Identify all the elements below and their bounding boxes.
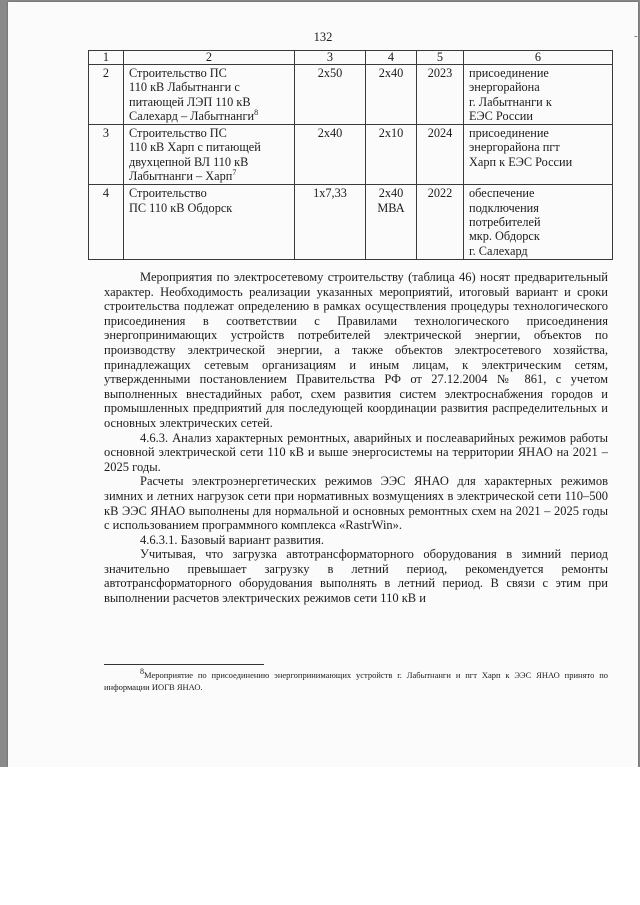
cell-line: Харп к ЕЭС России (469, 154, 573, 169)
table-row (89, 185, 613, 259)
cell-line: присоединение (469, 66, 549, 80)
edge-mark: - (634, 30, 638, 42)
purpose-cell (464, 65, 613, 125)
year-cell: 2024 (417, 125, 464, 185)
table-row (89, 65, 613, 125)
document-page (8, 2, 638, 767)
year-cell: 2023 (417, 65, 464, 125)
footnote-mark: 8 (140, 667, 144, 677)
cell-line: МВА (377, 200, 405, 215)
body-text (104, 270, 608, 606)
cell-line: энергорайона (469, 80, 540, 95)
power-cell: 2х50 (295, 65, 366, 125)
cell-line: потребителей (469, 214, 541, 229)
purpose-cell (464, 125, 613, 185)
paragraph: Учитывая, что загрузка автотрансформаторного оборудования в зимний период значительно превышает загрузку в летний период, рекомендуется ремонты автотрансформаторного оборудования выполнять в летний период. В связи с этим при выполнении расчетов электрических режимов сети 110 кВ и (104, 547, 608, 606)
footnote-divider (104, 664, 264, 665)
footnote-text: Мероприятие по присоединению энергопринимающих устройств г. Лабытнанги и пгт Харп к ЭЭС ЯНАО принято по информации ИОГВ ЯНАО. (104, 670, 608, 692)
cell-line: 110 кВ Лабытнанги с (129, 80, 240, 95)
object-cell (124, 65, 295, 125)
cell-line: 2х40 (378, 186, 404, 201)
construction-table (88, 50, 613, 260)
cell-line: Строительство ПС (129, 126, 227, 141)
row-number-cell: 4 (89, 185, 124, 259)
capacity-cell (366, 125, 417, 185)
paragraph: 4.6.3.1. Базовый вариант развития. (140, 532, 324, 547)
cell-line: питающей ЛЭП 110 кВ (129, 94, 251, 109)
cell-line (129, 169, 289, 183)
cell-line (129, 109, 289, 123)
table-header-cell: 5 (417, 51, 464, 65)
cell-line: мкр. Обдорск (469, 229, 540, 244)
paragraph: Расчеты электроэнергетических режимов ЭЭС ЯНАО для характерных режимов зимних и летних нагрузок сети при нормативных возмущениях в электрической сети 110–500 кВ ЭЭС ЯНАО выполнены для нормальной и основных ремонтных схем на 2021 – 2025 годы с использованием программного комплекса «RastrWin». (104, 474, 608, 533)
year-cell: 2022 (417, 185, 464, 259)
paragraph: 4.6.3. Анализ характерных ремонтных, аварийных и послеаварийных режимов работы основной электрической сети 110 кВ и выше энергосистемы на территории ЯНАО на 2021 – 2025 годы. (104, 430, 608, 474)
cell-line: подключения (469, 200, 539, 215)
table-header-cell: 3 (295, 51, 366, 65)
cell-line: 2х40 (378, 66, 404, 80)
table-row (89, 125, 613, 185)
cell-line: присоединение (469, 126, 549, 141)
power-cell: 1х7,33 (295, 185, 366, 259)
power-cell: 2х40 (295, 125, 366, 185)
cell-line: двухцепной ВЛ 110 кВ (129, 154, 249, 169)
footnote (104, 669, 608, 693)
cell-line: 2х10 (378, 126, 404, 141)
footnote-reference: 8 (254, 107, 259, 117)
cell-line: ЕЭС России (469, 108, 533, 123)
page-number: 132 (313, 30, 333, 44)
blank-area (0, 767, 640, 905)
table-header-cell: 6 (464, 51, 613, 65)
capacity-cell (366, 65, 417, 125)
cell-line: Строительство ПС (129, 66, 227, 80)
object-cell (124, 125, 295, 185)
cell-line: ПС 110 кВ Обдорск (129, 200, 233, 215)
cell-line: Салехард – Лабытнанги (129, 108, 255, 123)
table-header-cell: 4 (366, 51, 417, 65)
footnote-reference: 7 (232, 167, 237, 177)
cell-line: г. Лабытнанги к (469, 94, 552, 109)
cell-line: Лабытнанги – Харп (129, 169, 233, 184)
table-header-row (89, 51, 613, 65)
table-header-cell: 2 (124, 51, 295, 65)
object-cell (124, 185, 295, 259)
capacity-cell (366, 185, 417, 259)
row-number-cell: 3 (89, 125, 124, 185)
cell-line: обеспечение (469, 186, 535, 201)
cell-line: 110 кВ Харп с питающей (129, 140, 261, 155)
cell-line: г. Салехард (469, 243, 528, 258)
row-number-cell: 2 (89, 65, 124, 125)
paragraph: Мероприятия по электросетевому строительству (таблица 46) носят предварительный характер. Необходимость реализации указанных мероприятий, итоговый вариант и сроки строительства подлежат определению в рамках осуществления процедуры технологического присоединения в соответствии с Правилами технологического присоединения энергопринимающих устройств потребителей электрической энергии, объектов по производству электрической энергии, а также объектов электросетевого хозяйства, принадлежащих сетевым организациям и иным лицам, к электрическим сетям, утвержденными постановлением Правительства РФ от 27.12.2004 № 861, с учетом выполненных внестадийных работ, схем развития систем электроснабжения городов и промышленных предприятий для последующей координации развития распределительных и основных электрических сетей. (104, 270, 608, 430)
purpose-cell (464, 185, 613, 259)
cell-line: энергорайона пгт (469, 140, 560, 155)
cell-line: Строительство (129, 186, 207, 201)
table-header-cell: 1 (89, 51, 124, 65)
